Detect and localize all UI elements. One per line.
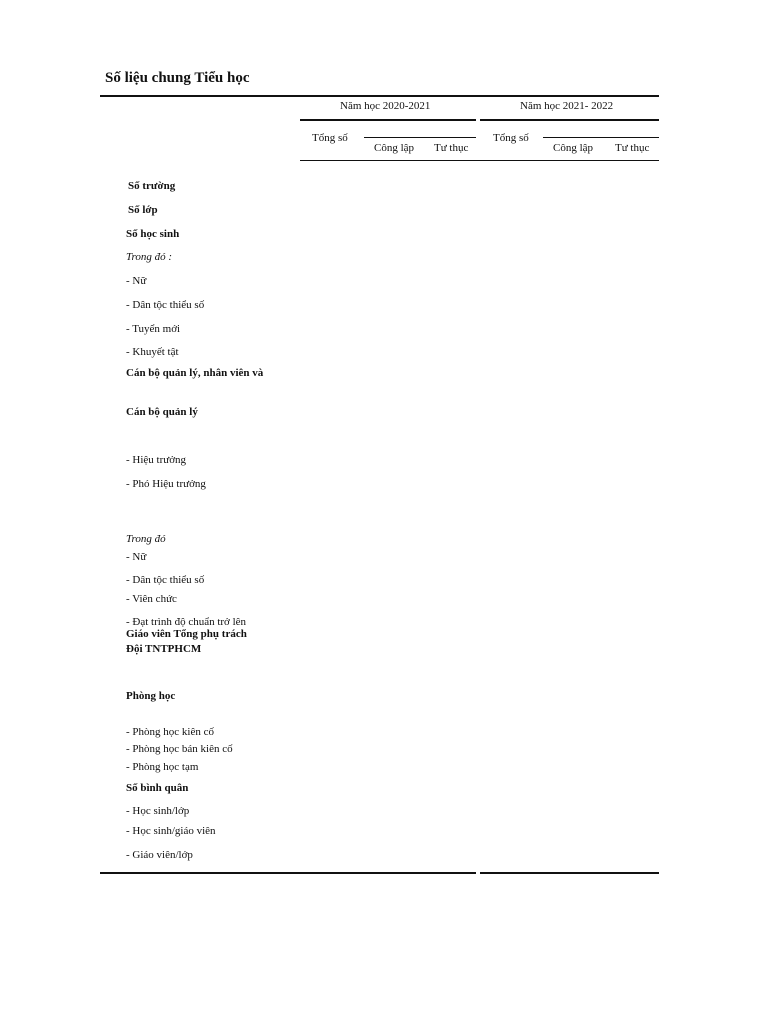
year-header-2021: Năm học 2021- 2022 xyxy=(520,100,614,112)
table-top-rule xyxy=(100,95,659,97)
row-label: - Tuyển mới xyxy=(126,323,181,335)
table-bottom-rule-1 xyxy=(100,872,476,874)
year-header-rule-2 xyxy=(480,119,659,121)
row-label: Số trường xyxy=(128,180,176,192)
row-label: - Dân tộc thiểu số xyxy=(126,299,205,311)
row-label: - Khuyết tật xyxy=(126,346,179,358)
row-label: Phòng học xyxy=(126,690,176,702)
subheader-rule-1 xyxy=(364,137,476,138)
row-label: - Hiệu trưởng xyxy=(126,454,187,466)
row-label: Số bình quân xyxy=(126,782,189,794)
row-label: - Phòng học kiên cố xyxy=(126,726,214,738)
row-label: Cán bộ quản lý, nhân viên và xyxy=(126,367,264,379)
row-label: - Giáo viên/lớp xyxy=(126,849,193,861)
row-label: Số học sinh xyxy=(126,228,180,240)
public-header-2: Công lập xyxy=(553,142,594,154)
row-label: Số lớp xyxy=(128,204,158,216)
row-label: - Viên chức xyxy=(126,593,177,605)
row-label: - Phòng học bán kiên cố xyxy=(126,743,233,755)
year-header-2020: Năm học 2020-2021 xyxy=(340,100,431,112)
row-label: Trong đó xyxy=(126,533,166,545)
row-label: Giáo viên Tổng phụ trách xyxy=(126,628,247,640)
page-title: Số liệu chung Tiểu học xyxy=(105,70,250,86)
subheader-rule-2 xyxy=(543,137,659,138)
total-header-2: Tổng số xyxy=(493,132,529,144)
row-label: - Nữ xyxy=(126,551,147,563)
row-label: - Dân tộc thiểu số xyxy=(126,574,205,586)
private-header-1: Tư thục xyxy=(434,142,469,154)
row-label: - Phòng học tạm xyxy=(126,761,199,773)
year-header-rule-1 xyxy=(300,119,476,121)
row-label: Cán bộ quản lý xyxy=(126,406,198,418)
row-label: Đội TNTPHCM xyxy=(126,643,202,655)
private-header-2: Tư thục xyxy=(615,142,650,154)
header-bottom-rule xyxy=(300,160,659,161)
row-label: - Nữ xyxy=(126,275,147,287)
row-label: Trong đó : xyxy=(126,251,173,263)
total-header-1: Tổng số xyxy=(312,132,348,144)
row-label: - Học sinh/lớp xyxy=(126,805,190,817)
public-header-1: Công lập xyxy=(374,142,415,154)
table-bottom-rule-2 xyxy=(480,872,659,874)
row-label: - Học sinh/giáo viên xyxy=(126,825,216,837)
row-label: - Đạt trình độ chuẩn trở lên xyxy=(126,616,247,628)
row-label: - Phó Hiệu trưởng xyxy=(126,478,206,490)
